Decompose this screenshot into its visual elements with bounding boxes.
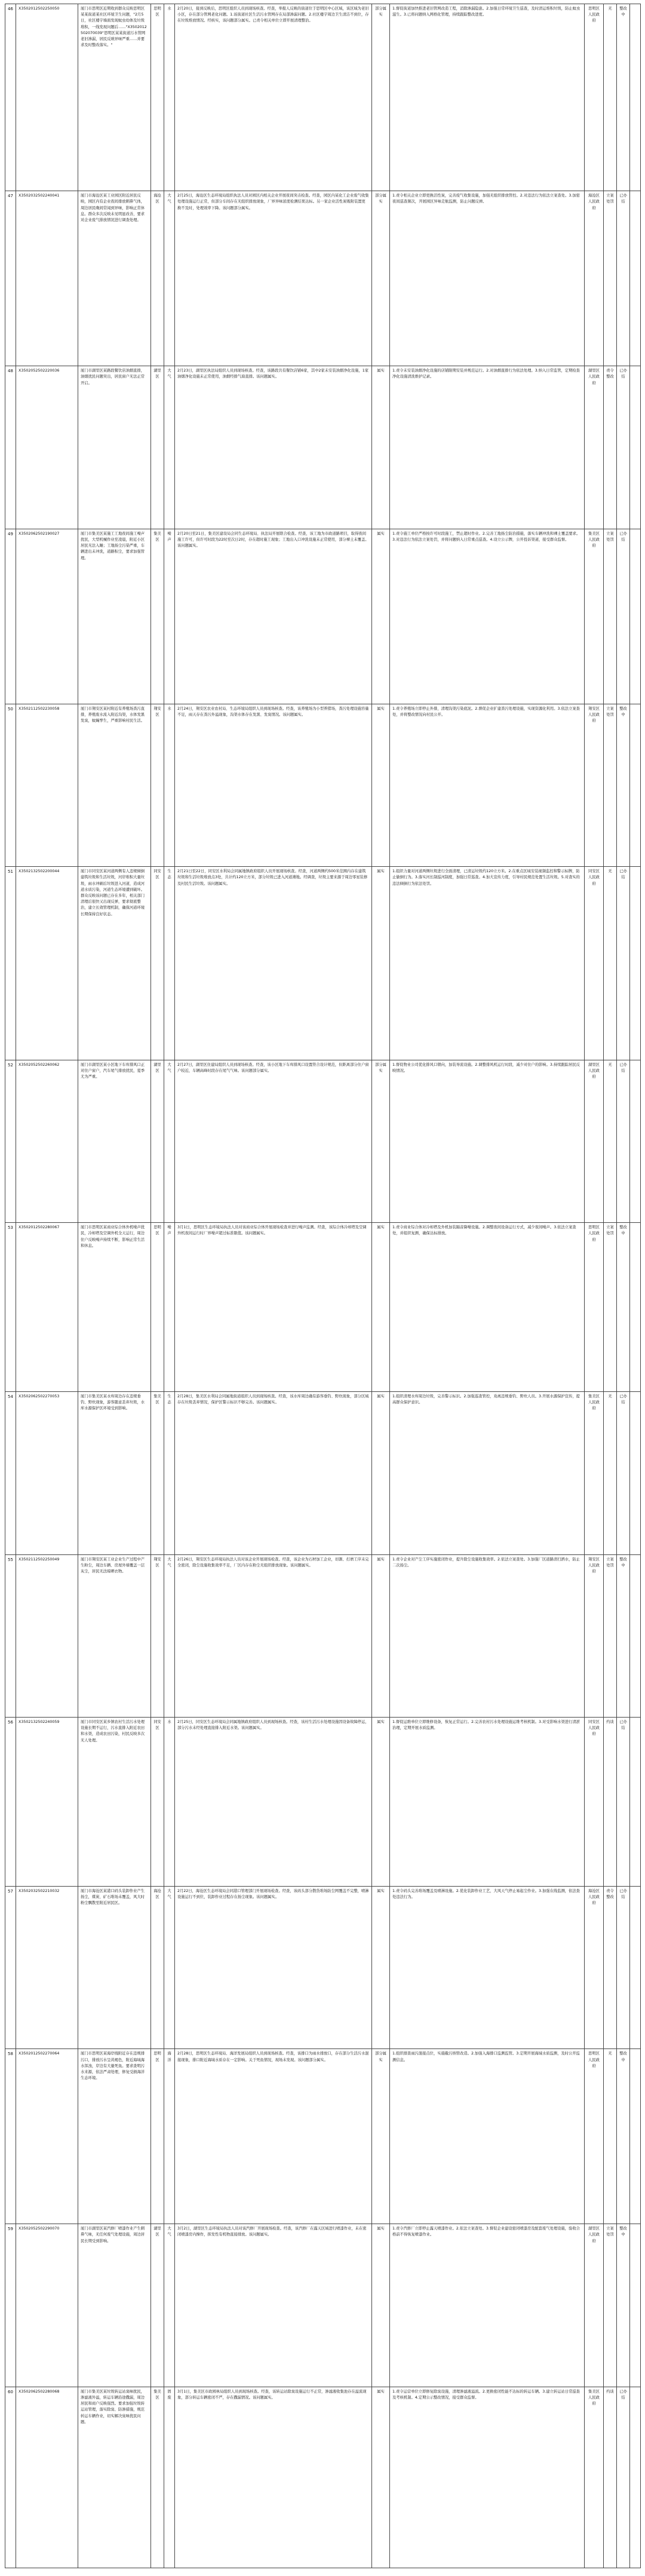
pollution-type: 大气 [164,2224,175,2387]
investigation-findings: 2月25日，同安区生态环境局会同属地镇政府组织人员到现场核查。经查，该村生活污水处理设施因设备故障停运，部分污水未经处理直接排入附近水渠。该问题属实。 [175,1718,372,1887]
verification-result: 部分属实 [372,4,390,191]
case-code: X3502012502270064 [16,2049,78,2224]
remark-cell [630,1554,641,1718]
status: 整改中 [617,4,630,191]
pollution-type: 噪声 [164,529,175,704]
handling-measures: 1.组织排查雨污混接点位，实施截污纳管改造。2.加强入海排口监测监管。3.定期开展海域水质监测，及时公开监测信息。 [390,2049,585,2224]
status: 已办结 [617,529,630,704]
case-code: X3502112502230058 [16,704,78,867]
responsible-unit: 思明区人民政府 [585,1223,604,1392]
remark-cell [630,704,641,867]
accountability: 无 [604,2049,617,2224]
responsible-unit: 海沧区人民政府 [585,1886,604,2049]
complaint-content: 厦门市湖里区某路段餐饮店油烟直排，油烟扰民问题突出，居民窗户无法正常开启。 [78,366,151,529]
handling-measures: 1.责令相关企业立即更换活性炭，完善废气收集设施，加强无组织排放管控。2.对违法行为依法立案查处。3.加密夜间巡查频次，开展园区异味走航监测，防止问题反弹。 [390,191,585,366]
district: 海沧区 [151,191,164,366]
handling-measures: 1.责令施工单位严格按许可时段施工，禁止超时作业。2.完善工地扬尘防治措施，落实车辆冲洗和裸土覆盖要求。3.对违法行为依法立案处罚，并将问题纳入日常重点巡查。4.设立公示牌，公开投诉渠道，接受群众监督。 [390,529,585,704]
handling-measures: 1.督促物业公司优化排风口朝向，加装导流设施。2.调整排风机运行时段，减少对住户的影响。3.持续跟踪居民反映情况。 [390,1060,585,1223]
table-row [5,1392,641,1555]
accountability: 立案处罚 [604,529,617,704]
district: 思明区 [151,2049,164,2224]
status: 已办结 [617,191,630,366]
accountability: 立案处罚 [604,1223,617,1392]
verification-result: 属实 [372,1223,390,1392]
case-code: X3502032502240041 [16,191,78,366]
handling-measures: 1.责令养殖场立即停止外排，清理沟渠污染底泥。2.督促企业扩建粪污处理设施，实现资源化利用。3.依法立案查处，并将整改情况向村民公开。 [390,704,585,867]
remark-cell [630,529,641,704]
verification-result: 属实 [372,1886,390,2049]
investigation-findings: 3月1日，思明区生态环境局执法人员对该商业综合体开展现场检查并进行噪声监测。经查，该综合体冷却塔及空调外机夜间运行时厂界噪声超过标准限值。该问题属实。 [175,1223,372,1392]
responsible-unit: 海沧区人民政府 [585,191,604,366]
status: 已办结 [617,867,630,1060]
status: 整改中 [617,1554,630,1718]
verification-result: 部分属实 [372,191,390,366]
investigation-findings: 2月28日，思明区生态环境局、海洋发展局组织人员到现场核查。经查，该排口为雨水排放口，存在部分生活污水混接现象，排口附近海域水质存在一定影响。关于死鱼情况，现场未发现。该问题部分属实。 [175,2049,372,2224]
responsible-unit: 湖里区人民政府 [585,366,604,529]
case-code: X3502032502210032 [16,1886,78,2049]
remark-cell [630,1392,641,1555]
row-number: 53 [5,1223,16,1392]
investigation-findings: 2月20日至21日，集美区建设局会同生态环境局、执法局开展联合检查。经查，该工地为市政道路项目，取得夜间施工许可，但许可时段为22时至次日2时，存在超时施工现象；工地出入口冲洗设施未正常使用，部分裸土未覆盖。该问题属实。 [175,529,372,704]
accountability: 责令整改 [604,1886,617,2049]
investigation-findings: 2月23日，湖里区执法局组织人员到现场核查。经查，该路段共有餐饮店铺6家，其中2家未安装油烟净化设施，1家油烟净化设施未正常使用，油烟经排气扇直排。该问题属实。 [175,366,372,529]
responsible-unit: 翔安区人民政府 [585,704,604,867]
complaint-content: 厦门市海沧区某工业园区附近居民反映，园区内有企业夜间排放刺鼻气体，周边居民晚间常闻到异味，影响正常休息。群众多次反映未见明显改善，要求对企业废气排放情况进行调查处理。 [78,191,151,366]
case-code: X3502012502250050 [16,4,78,191]
complaint-content: 厦门市思明区某商业综合体外机噪声扰民，冷却塔及空调外机全天运行，周边住户反映噪声持续不断，影响正常生活和休息。 [78,1223,151,1392]
handling-measures: 1.责令商业综合体对冷却塔及外机加装隔音降噪设施。2.调整夜间设备运行方式，减少夜间噪声。3.依法立案查处，并组织复测，确保达标排放。 [390,1223,585,1392]
responsible-unit: 同安区人民政府 [585,867,604,1060]
responsible-unit: 集美区人民政府 [585,2387,604,2568]
investigation-findings: 3月2日，湖里区生态环境局执法人员对该汽修厂开展现场检查。经查，该汽修厂在露天区域进行喷漆作业，未在密闭喷漆房内操作，挥发性有机物直接排放。该问题属实。 [175,2224,372,2387]
handling-measures: 1.责令运营单位立即修复除臭设施，清理渗滤液溢流。2.更换密闭性能不达标的转运车辆。3.建立转运站日常巡查及考核机制。4.定期公示整改情况，接受群众监督。 [390,2387,585,2568]
case-code: X3502012502280067 [16,1223,78,1392]
district: 集美区 [151,1392,164,1555]
pollution-type: 噪声 [164,1223,175,1392]
remark-cell [630,366,641,529]
complaint-content: 厦门市翔安区某工业企业生产过程中产生粉尘，周边车辆、房屋外墙覆盖一层灰尘，居民无法晾晒衣物。 [78,1554,151,1718]
pollution-type: 大气 [164,191,175,366]
investigation-findings: 2月24日，翔安区农业农村局、生态环境局组织人员到现场核查。经查，该养殖场为小型养猪场，粪污处理设施容量不足，雨天存在粪污外溢现象，沟渠水体存在发黑、发臭情况。该问题属实。 [175,704,372,867]
district: 湖里区 [151,1060,164,1223]
complaint-table [5,4,641,2568]
complaint-content: 厦门市思明区某海岸线附近存在违规排污口，排放污水呈黄褐色，附近海域海水浑浊，岸边有大量死鱼。要求查明污水来源，依法严肃处理，修复受损海洋生态环境。 [78,2049,151,2224]
accountability: 无 [604,1060,617,1223]
case-code: X3502132502200044 [16,867,78,1060]
row-number: 56 [5,1718,16,1887]
status: 整改中 [617,704,630,867]
accountability: 无 [604,1392,617,1555]
complaint-content: 厦门市湖里区某汽修厂喷漆作业产生刺鼻气味，无任何废气处理设施，周边居民长期受到影响。 [78,2224,151,2387]
remark-cell [630,1223,641,1392]
remark-cell [630,1886,641,2049]
investigation-findings: 3月1日，集美区市政园林局组织人员到现场核查。经查，该转运站除臭设施运行不正常，渗滤液收集池存在溢流现象，部分转运车辆密闭不严，存在撒漏情况。该问题属实。 [175,2387,372,2568]
row-number: 60 [5,2387,16,2568]
district: 湖里区 [151,366,164,529]
pollution-type: 大气 [164,1886,175,2049]
remark-cell [630,867,641,1060]
complaint-table-body [5,4,641,2568]
remark-cell [630,2224,641,2387]
remark-cell [630,191,641,366]
accountability: 约谈 [604,1718,617,1887]
accountability: 无 [604,867,617,1060]
district: 湖里区 [151,2224,164,2387]
accountability: 立案处罚 [604,704,617,867]
responsible-unit: 同安区人民政府 [585,1718,604,1887]
row-number: 52 [5,1060,16,1223]
row-number: 51 [5,867,16,1060]
complaint-content: 厦门市集美区某水库周边存在违规垂钓、野炊现象，游客随意丢弃垃圾，水库水源保护区环境受到影响。 [78,1392,151,1555]
verification-result: 属实 [372,1718,390,1887]
pollution-type: 生态 [164,867,175,1060]
row-number: 55 [5,1554,16,1718]
responsible-unit: 集美区人民政府 [585,529,604,704]
complaint-content: 厦门市思明区近期收到群众反映思明区某某街道某社区环境卫生问题，"2月5日，社区楼宇墙面发现蚊虫幼体及垃圾堆积，一线发现问题后……"X3502012502070039"思明区某某街道污水管网老旧渗漏，居民反映异味严重……并要求及时整改落实。" [78,4,151,191]
handling-measures: 1.督促街道加快推进老旧管网改造工程，消除渗漏隐患。2.加强日常环境卫生巡查，及时清运堆积垃圾，防止蚊虫滋生。3.已将问题纳入网格化管理，持续跟踪整改进度。 [390,4,585,191]
district: 集美区 [151,2387,164,2568]
complaint-content: 厦门市海沧区某港口码头装卸作业产生扬尘，煤炭、矿石堆场未覆盖，风大时粉尘飘散至附近居民区。 [78,1886,151,2049]
report-sheet [5,4,640,2568]
complaint-content: 厦门市同安区某河道两侧有人违规倾倒建筑垃圾和生活垃圾，河岸堆积大量垃圾，雨水冲刷后垃圾进入河道，造成河道水质污染，河道生态环境遭到破坏。群众反映该问题已存在多年，相关部门清理后很快又出现反弹，要求彻底整治，建立长效管理机制，确保河道环境长期保持良好状态。 [78,867,151,1060]
table-row [5,867,641,1060]
table-row [5,1718,641,1887]
investigation-findings: 2月25日，海沧区生态环境局组织执法人员对园区内相关企业开展夜间突击检查。经查，园区内某化工企业废气收集处理设施运行正常，但部分车间存在无组织排放现象，厂界异味浓度检测结果达标。另一家企业活性炭吸附装置更换不及时，处理效率下降。该问题部分属实。 [175,191,372,366]
pollution-type: 水 [164,704,175,867]
accountability: 立案处罚 [604,1554,617,1718]
responsible-unit: 翔安区人民政府 [585,1554,604,1718]
pollution-type: 水 [164,1718,175,1887]
status: 已办结 [617,1718,630,1887]
verification-result: 属实 [372,1554,390,1718]
table-row [5,191,641,366]
table-row [5,1060,641,1223]
status: 整改中 [617,2224,630,2387]
investigation-findings: 2月22日，海沧区生态环境局会同港口管理部门开展现场检查。经查，该码头部分散货堆场防尘网覆盖不完整，喷淋设施运行不到位，装卸作业过程存在扬尘现象。该问题属实。 [175,1886,372,2049]
status: 已办结 [617,366,630,529]
responsible-unit: 湖里区人民政府 [585,2224,604,2387]
case-code: X3502132502240059 [16,1718,78,1887]
verification-result: 属实 [372,867,390,1060]
case-code: X3502062502190027 [16,529,78,704]
table-row [5,529,641,704]
district: 思明区 [151,4,164,191]
case-code: X3502062502270053 [16,1392,78,1555]
pollution-type: 生态 [164,1392,175,1555]
table-row [5,1886,641,2049]
district: 思明区 [151,1223,164,1392]
row-number: 59 [5,2224,16,2387]
status: 已办结 [617,1886,630,2049]
verification-result: 属实 [372,2224,390,2387]
case-code: X3502112502250049 [16,1554,78,1718]
table-row [5,2049,641,2224]
responsible-unit: 集美区人民政府 [585,1392,604,1555]
pollution-type: 固废 [164,2387,175,2568]
complaint-content: 厦门市翔安区某村附近有养殖场粪污直排，养殖废水流入附近沟渠，水体发黑发臭，蚊蝇孳生，严重影响村民生活。 [78,704,151,867]
handling-measures: 1.责令汽修厂立即停止露天喷漆作业。2.依法立案查处。3.督促企业建设密闭喷漆房及配套废气处理设施，验收合格前不得恢复喷漆作业。 [390,2224,585,2387]
remark-cell [630,1718,641,1887]
investigation-findings: 2月27日，湖里区住建局组织人员到现场核查。经查，该小区地下车库排风口设置符合设计规范，但距离部分住户窗户较近，车辆高峰时段存在尾气气味。该问题部分属实。 [175,1060,372,1223]
verification-result: 属实 [372,366,390,529]
remark-cell [630,1060,641,1223]
district: 同安区 [151,1718,164,1887]
row-number: 46 [5,4,16,191]
verification-result: 属实 [372,1392,390,1555]
handling-measures: 1.责令企业对产尘工序实施密闭作业，提升除尘设施收集效率。2.依法立案查处。3.加强厂区道路清扫洒水，防止二次扬尘。 [390,1554,585,1718]
pollution-type: 大气 [164,366,175,529]
responsible-unit: 湖里区人民政府 [585,1060,604,1223]
status: 已办结 [617,1392,630,1555]
investigation-findings: 2月21日至22日，同安区水利局会同属地镇政府组织人员开展现场核查。经查，河道两侧约500米范围内存在建筑垃圾和生活垃圾堆放点3处，共计约120立方米，部分垃圾已进入河道滩地。经调查，垃圾主要来源于周边零星装修及村民生活垃圾。该问题属实。 [175,867,372,1060]
verification-result: 部分属实 [372,2049,390,2224]
accountability: 约谈 [604,2387,617,2568]
row-number: 54 [5,1392,16,1555]
handling-measures: 1.责令未安装油烟净化设施的店铺限期安装并规范运行。2.对油烟直排行为依法处理。3.纳入日常监管，定期检查净化设施清洗维护记录。 [390,366,585,529]
accountability: 责令整改 [604,366,617,529]
accountability: 无 [604,4,617,191]
district: 同安区 [151,867,164,1060]
complaint-content: 厦门市同安区某乡镇农村生活污水处理设施长期不运行，污水直排入附近农田和水渠，造成农田污染，村民反映多次无人处理。 [78,1718,151,1887]
investigation-findings: 2月20日，接到反映后，思明区组织人员到现场核查。经查，举报人反映的街道位于思明区中心区域，该区域为老旧小区，存在部分管网老化问题。1.该街道社区生活污水管网存在局部渗漏问题。2.社区楼宇周边卫生清洁不到位，存在垃圾堆放情况。经核实，该问题部分属实。已责令相关单位立即开展清理整治。 [175,4,372,191]
status: 整改中 [617,1223,630,1392]
table-row [5,1554,641,1718]
row-number: 47 [5,191,16,366]
table-row [5,4,641,191]
table-row [5,704,641,867]
pollution-type: 大气 [164,1554,175,1718]
row-number: 50 [5,704,16,867]
row-number: 57 [5,1886,16,2049]
responsible-unit: 思明区人民政府 [585,4,604,191]
complaint-content: 厦门市集美区某垃圾转运站臭味扰民，渗滤液外溢，转运车辆沿途撒漏，周边居民和商户反映强烈。要求加强垃圾转运站管理，落实除臭、防渗措施，规范转运车辆作业，切实解决臭味扰民问题。 [78,2387,151,2568]
verification-result: 属实 [372,2387,390,2568]
case-code: X3502052502290070 [16,2224,78,2387]
district: 海沧区 [151,1886,164,2049]
accountability: 立案处罚 [604,191,617,366]
table-row [5,2224,641,2387]
remark-cell [630,2387,641,2568]
district: 翔安区 [151,1554,164,1718]
table-row [5,366,641,529]
status: 整改中 [617,2049,630,2224]
handling-measures: 1.组织清理水库周边垃圾，完善警示标识。2.加强巡查管控，劝离违规垂钓、野炊人员。3.开展水源保护宣传，提高群众保护意识。 [390,1392,585,1555]
case-code: X3502052502220036 [16,366,78,529]
table-row [5,1223,641,1392]
investigation-findings: 2月28日，集美区水利局会同属地街道组织人员到现场核查。经查，该水库周边确有游客垂钓、野炊现象，部分区域存在垃圾丢弃情况，保护区警示标识不够完善。该问题属实。 [175,1392,372,1555]
status: 已办结 [617,1060,630,1223]
accountability: 立案处罚 [604,2224,617,2387]
pollution-type: 大气 [164,1060,175,1223]
district: 翔安区 [151,704,164,867]
remark-cell [630,2049,641,2224]
responsible-unit: 思明区人民政府 [585,2049,604,2224]
pollution-type: 海洋 [164,2049,175,2224]
investigation-findings: 2月26日，翔安区生态环境局执法人员对该企业开展现场检查。经查，该企业为石材加工企业，切割、打磨工序未完全密闭，除尘设施收集效率不足，厂区内存在粉尘无组织排放现象。该问题属实。 [175,1554,372,1718]
remark-cell [630,4,641,191]
handling-measures: 1.责令码头完善堆场覆盖及喷淋设施。2.优化装卸作业工艺，大风天气停止易起尘作业。3.加强在线监测，依法查处违法行为。 [390,1886,585,2049]
pollution-type: 水 [164,4,175,191]
handling-measures: 1.督促运维单位立即维修设备，恢复正常运行。2.完善农村污水处理设施运维考核机制。3.对受影响水渠进行清淤治理，定期开展水质监测。 [390,1718,585,1887]
verification-result: 部分属实 [372,1060,390,1223]
row-number: 48 [5,366,16,529]
complaint-content: 厦门市集美区某施工工地夜间施工噪声扰民，大型机械作业至凌晨，附近小区居民无法入睡；工地扬尘污染严重，车辆进出未冲洗，道路积尘，要求加强管理。 [78,529,151,704]
table-row [5,2387,641,2568]
row-number: 58 [5,2049,16,2224]
verification-result: 属实 [372,529,390,704]
complaint-content: 厦门市湖里区某小区地下车库排风口正对住户窗户，汽车尾气排放扰民，夏季尤为严重。 [78,1060,151,1223]
district: 集美区 [151,529,164,704]
case-code: X3502052502260062 [16,1060,78,1223]
verification-result: 属实 [372,704,390,867]
case-code: X3502062502280068 [16,2387,78,2568]
row-number: 49 [5,529,16,704]
status: 已办结 [617,2387,630,2568]
handling-measures: 1.组织力量对河道两侧垃圾进行全面清理，已清运垃圾约120立方米。2.在重点区域安装视频监控和警示标牌，防止偷倒行为。3.落实河长制巡河制度，加强日常巡查。4.加大宣传力度，引导村民规范处置生活垃圾。5.对查实的违法倾倒行为依法处罚。 [390,867,585,1060]
